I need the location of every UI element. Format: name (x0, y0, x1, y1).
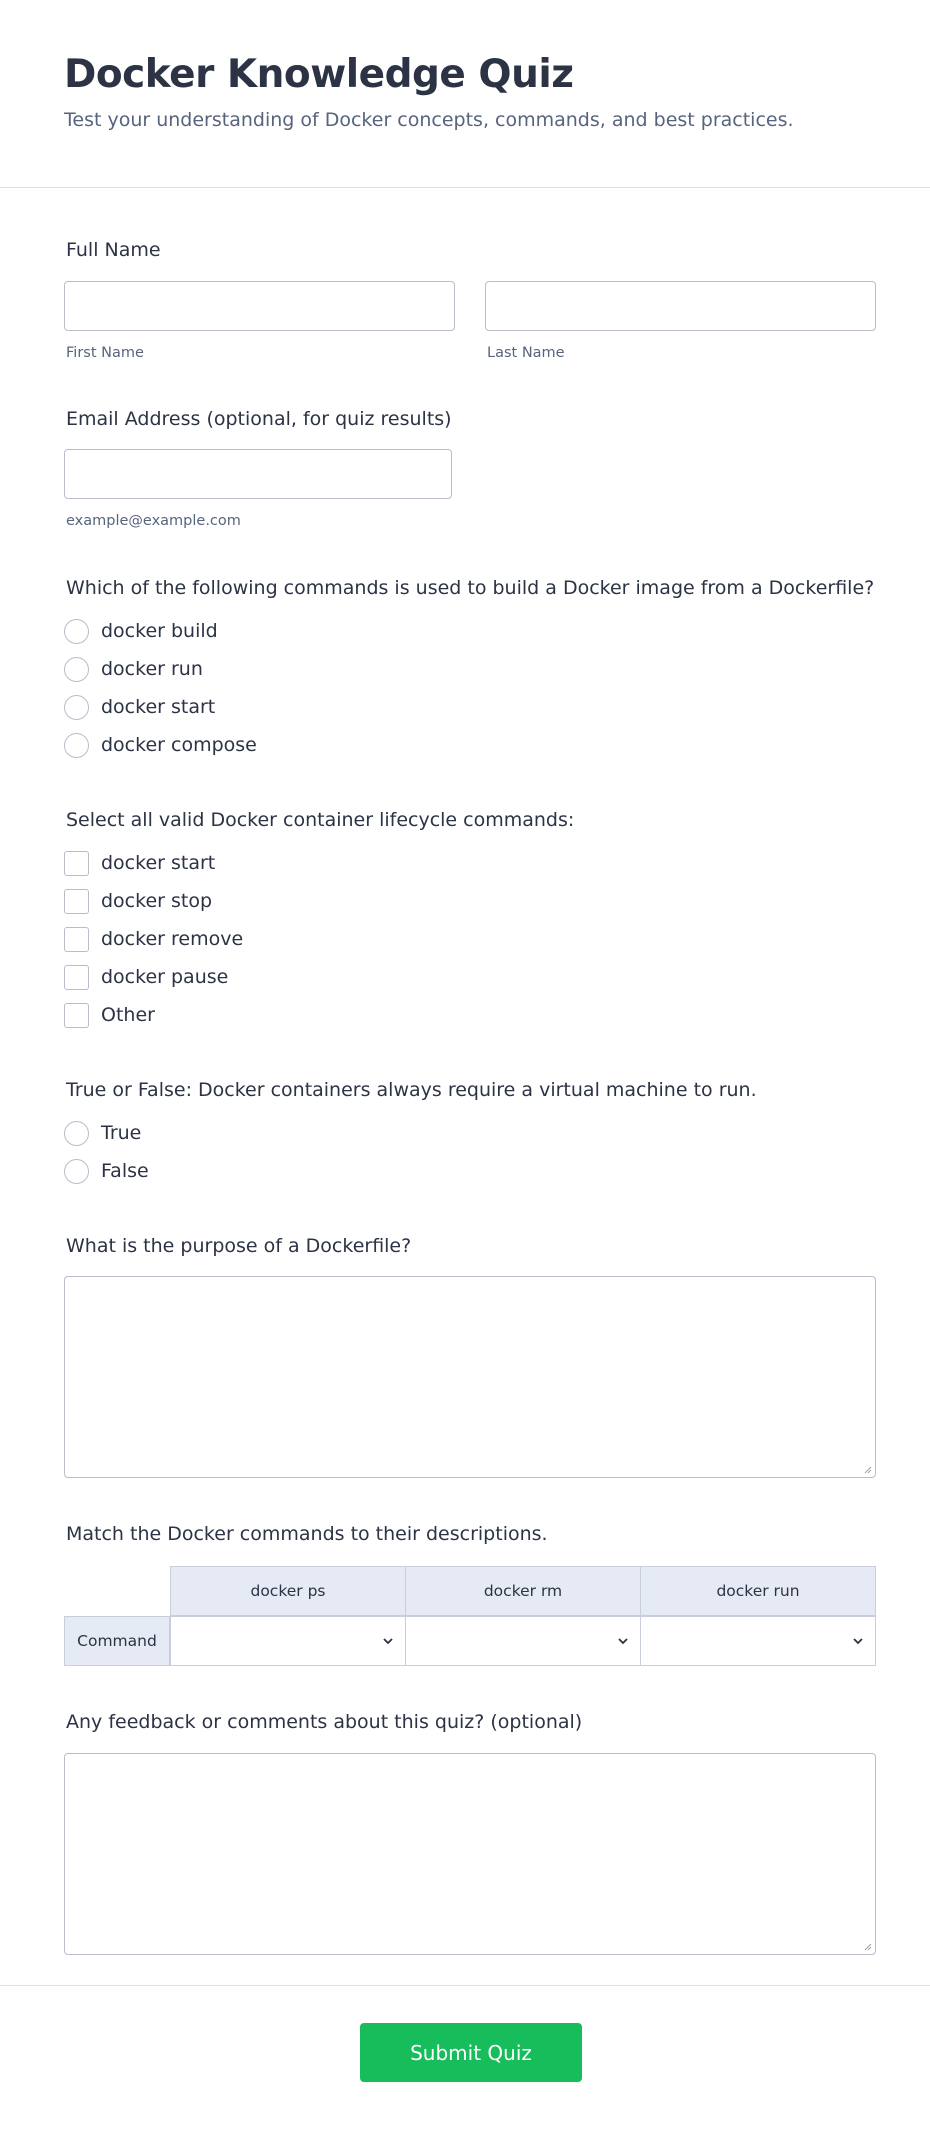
option-label: docker run (101, 658, 203, 680)
last-name-sublabel: Last Name (487, 345, 565, 361)
checkbox-option-docker-stop[interactable] (64, 887, 212, 915)
option-label: docker stop (101, 890, 213, 912)
chevron-down-icon (616, 1634, 630, 1648)
matrix-column-header: docker ps (170, 1566, 406, 1616)
radio-button[interactable] (64, 733, 89, 758)
submit-quiz-button[interactable]: Submit Quiz (360, 2023, 582, 2082)
option-label: Other (101, 1004, 155, 1026)
radio-option-docker-compose[interactable] (64, 731, 257, 759)
radio-option-docker-build[interactable] (64, 617, 218, 645)
matrix-select-docker-rm[interactable] (405, 1616, 641, 1666)
dockerfile-answer-textarea[interactable] (64, 1276, 876, 1478)
radio-button[interactable] (64, 695, 89, 720)
radio-option-docker-run[interactable] (64, 655, 203, 683)
matrix-column-header: docker rm (405, 1566, 641, 1616)
form-title: Docker Knowledge Quiz (64, 52, 574, 97)
option-label: docker start (101, 852, 216, 874)
last-name-input[interactable] (485, 281, 876, 331)
first-name-input[interactable] (64, 281, 455, 331)
email-input[interactable] (64, 449, 452, 499)
option-label: docker build (101, 620, 218, 642)
matrix-select-docker-run[interactable] (640, 1616, 876, 1666)
radio-option-true[interactable] (64, 1119, 141, 1147)
checkbox-option-other[interactable] (64, 1001, 155, 1029)
form-header (0, 0, 930, 188)
question-build-label: Which of the following commands is used to build a Docker image from a Dockerfile? (66, 577, 875, 599)
chevron-down-icon (381, 1634, 395, 1648)
checkbox[interactable] (64, 927, 89, 952)
select-value (406, 1617, 640, 1665)
email-sublabel: example@example.com (66, 513, 241, 529)
chevron-down-icon (851, 1634, 865, 1648)
checkbox-option-docker-start[interactable] (64, 849, 215, 877)
question-truefalse-label: True or False: Docker containers always require a virtual machine to run. (66, 1079, 757, 1101)
radio-button[interactable] (64, 657, 89, 682)
checkbox[interactable] (64, 1003, 89, 1028)
question-feedback-label: Any feedback or comments about this quiz? (optional) (66, 1711, 583, 1733)
question-dockerfile-label: What is the purpose of a Dockerfile? (66, 1235, 412, 1257)
checkbox[interactable] (64, 851, 89, 876)
option-label: docker remove (101, 928, 244, 950)
checkbox[interactable] (64, 965, 89, 990)
match-matrix (64, 1566, 876, 1666)
email-label: Email Address (optional, for quiz results) (66, 408, 452, 430)
matrix-column-header: docker run (640, 1566, 876, 1616)
resize-grip-icon[interactable] (862, 1941, 872, 1951)
full-name-label: Full Name (66, 239, 161, 261)
form-subtitle: Test your understanding of Docker concepts, commands, and best practices. (64, 109, 794, 131)
radio-button[interactable] (64, 1159, 89, 1184)
option-label: False (101, 1160, 149, 1182)
radio-button[interactable] (64, 1121, 89, 1146)
radio-option-false[interactable] (64, 1157, 149, 1185)
resize-grip-icon[interactable] (862, 1464, 872, 1474)
checkbox-option-docker-remove[interactable] (64, 925, 243, 953)
question-lifecycle-label: Select all valid Docker container lifecycle commands: (66, 809, 575, 831)
radio-option-docker-start[interactable] (64, 693, 215, 721)
footer-divider (0, 1985, 930, 1986)
checkbox[interactable] (64, 889, 89, 914)
option-label: docker compose (101, 734, 257, 756)
feedback-textarea[interactable] (64, 1753, 876, 1955)
matrix-row-label: Command (64, 1616, 170, 1666)
option-label: docker pause (101, 966, 229, 988)
option-label: docker start (101, 696, 216, 718)
option-label: True (101, 1122, 142, 1144)
matrix-select-docker-ps[interactable] (170, 1616, 406, 1666)
first-name-sublabel: First Name (66, 345, 144, 361)
checkbox-option-docker-pause[interactable] (64, 963, 228, 991)
question-match-label: Match the Docker commands to their descriptions. (66, 1523, 548, 1545)
select-value (641, 1617, 875, 1665)
radio-button[interactable] (64, 619, 89, 644)
select-value (171, 1617, 405, 1665)
